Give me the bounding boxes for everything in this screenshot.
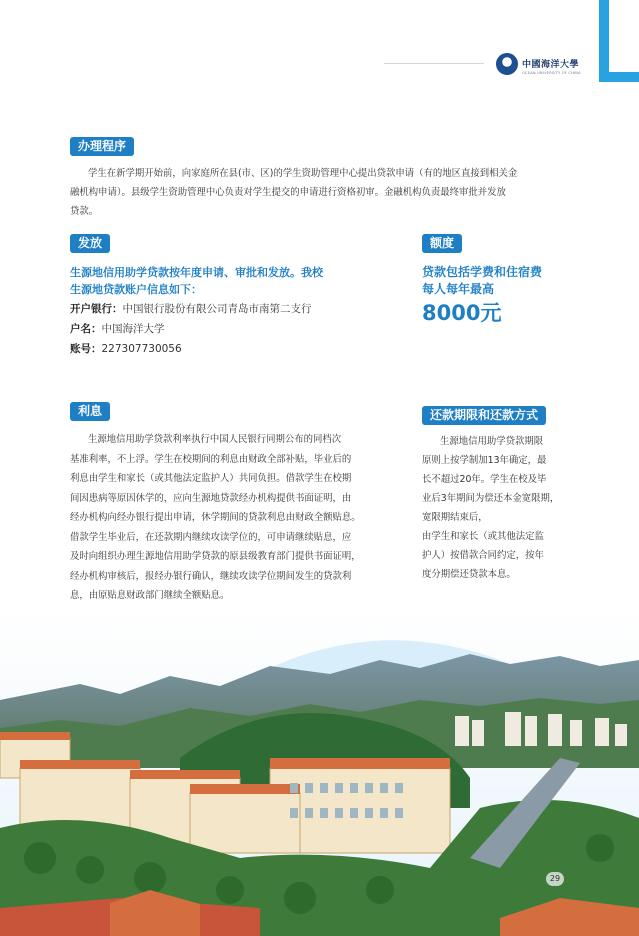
procedure-line: 贷款。 <box>70 206 99 217</box>
procedure-line: 学生在新学期开始前，向家庭所在县(市、区)的学生资助管理中心提出贷款申请（有的地区直接到相关金 <box>88 168 518 179</box>
bank-row <box>70 299 312 319</box>
repayment-line: 由学生和家长（或其他法定监 <box>422 531 544 542</box>
interest-line: 及时向组织办理生源地信用助学贷款的原县级教育部门提供书面证明， <box>70 551 361 562</box>
procedure-line: 融机构申请）。县级学生资助管理中心负责对学生提交的申请进行资格初审。金融机构负责最终审批并发放 <box>70 187 506 198</box>
quota-line: 每人每年最高 <box>422 282 495 296</box>
quota-amount: 8000元 <box>422 301 502 325</box>
page-number: 29 <box>546 872 564 886</box>
repayment-line: 护人）按借款合同约定，按年 <box>422 550 544 561</box>
repayment-line: 原则上按学制加13年确定，最 <box>422 455 547 466</box>
repayment-line: 长不超过20年。学生在校及毕 <box>422 474 547 485</box>
logo-name: 中國海洋大學 <box>522 60 580 70</box>
interest-line: 经办机构向经办银行提出申请，休学期间的贷款利息由财政全额贴息。 <box>70 512 361 523</box>
interest-line: 生源地信用助学贷款利率执行中国人民银行同期公布的同档次 <box>88 434 342 445</box>
issuance-highlight: 生源地信用助学贷款按年度申请、审批和发放。我校 <box>70 266 323 279</box>
interest-line: 息，由原贴息财政部门继续全额贴息。 <box>70 590 230 601</box>
account-name-value: 中国海洋大学 <box>101 323 165 335</box>
campus-landscape-photo <box>0 608 639 936</box>
quota-line: 贷款包括学费和住宿费 <box>422 265 543 279</box>
interest-line: 基准利率，不上浮。学生在校期间的利息由财政全部补贴，毕业后的 <box>70 453 352 465</box>
procedure-title: 办理程序 <box>70 137 134 156</box>
bank-value: 中国银行股份有限公司青岛市南第二支行 <box>122 303 312 315</box>
issuance-highlight: 生源地贷款账户信息如下： <box>70 283 202 296</box>
repayment-line: 度分期偿还贷款本息。 <box>422 569 516 580</box>
account-name-row <box>70 319 165 339</box>
account-number-value: 227307730056 <box>101 343 182 355</box>
interest-line: 利息由学生和家长（或其他法定监护人）共同负担。借款学生在校期 <box>70 473 352 484</box>
bank-label: 开户银行： <box>70 303 123 315</box>
university-logo <box>496 52 581 75</box>
repayment-line: 宽限期结束后， <box>422 512 488 523</box>
corner-bracket-decoration <box>599 0 639 82</box>
header-divider <box>384 63 484 64</box>
quota-title: 额度 <box>422 234 462 253</box>
interest-line: 间因患病等原因休学的，应向生源地贷款经办机构提供书面证明，由 <box>70 492 352 504</box>
interest-line: 经办机构审核后，报经办银行确认，继续攻读学位期间发生的贷款利 <box>70 570 352 582</box>
interest-title: 利息 <box>70 402 110 421</box>
university-emblem-icon <box>496 53 518 75</box>
repayment-line: 生源地信用助学贷款期限 <box>440 436 544 447</box>
interest-line: 借款学生毕业后，在还款期内继续攻读学位的，可申请继续贴息，应 <box>70 531 352 543</box>
account-number-label: 账号： <box>70 343 102 355</box>
logo-subtitle: OCEAN UNIVERSITY OF CHINA <box>522 71 581 75</box>
issuance-title: 发放 <box>70 234 110 253</box>
repayment-title: 还款期限和还款方式 <box>422 406 546 425</box>
account-name-label: 户名： <box>70 323 102 335</box>
campus-landscape-illustration <box>0 608 639 936</box>
repayment-line: 业后3年期间为偿还本金宽限期， <box>422 493 560 504</box>
account-number-row <box>70 339 182 359</box>
